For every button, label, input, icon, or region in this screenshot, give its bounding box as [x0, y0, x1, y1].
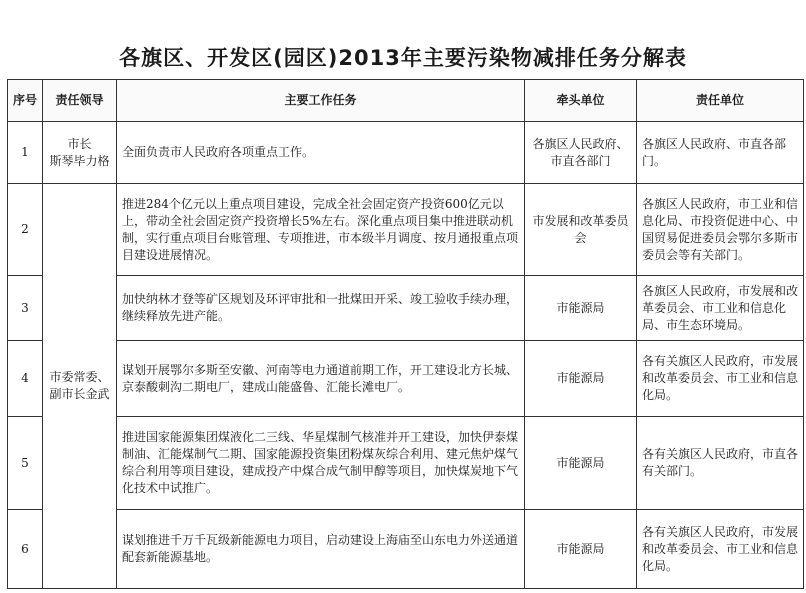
cell-seq: 2 [8, 184, 43, 276]
header-leader: 责任领导 [43, 80, 117, 122]
cell-resp-unit: 各旗区人民政府、市直各部门。 [637, 122, 804, 184]
cell-task: 推进国家能源集团煤液化二三线、华星煤制气核准并开工建设，加快伊泰煤制油、汇能煤制气二期、国家能源投资集团粉煤灰综合利用、建元焦炉煤气综合利用等项目建设，建成投产中煤合成气制甲醇等项目，加快煤炭地下气化技术中试推广。 [117, 417, 525, 510]
page-title: 各旗区、开发区(园区)2013年主要污染物减排任务分解表 [119, 46, 687, 70]
header-resp-unit: 责任单位 [637, 80, 804, 122]
cell-resp-unit: 各有关旗区人民政府，市发展和改革委员会、市工业和信息化局。 [637, 341, 804, 417]
cell-seq: 1 [8, 122, 43, 184]
cell-seq: 3 [8, 276, 43, 341]
cell-resp-unit: 各有关旗区人民政府，市发展和改革委员会、市工业和信息化局。 [637, 510, 804, 589]
cell-lead-unit: 各旗区人民政府、市直各部门 [525, 122, 637, 184]
cell-lead-unit: 市能源局 [525, 510, 637, 589]
cell-resp-unit: 各旗区人民政府，市发展和改革委员会、市工业和信息化局、市生态环境局。 [637, 276, 804, 341]
cell-task: 全面负责市人民政府各项重点工作。 [117, 122, 525, 184]
header-seq: 序号 [8, 80, 43, 122]
cell-seq: 6 [8, 510, 43, 589]
cell-task: 推进284个亿元以上重点项目建设，完成全社会固定资产投资600亿元以上，带动全社会固定资产投资增长5%左右。深化重点项目集中推进联动机制，实行重点项目台账管理、专项推进，市本级半月调度、按月通报重点项目建设进展情况。 [117, 184, 525, 276]
cell-resp-unit: 各有关旗区人民政府，市直各有关部门。 [637, 417, 804, 510]
table-row [8, 276, 804, 341]
header-task: 主要工作任务 [117, 80, 525, 122]
table-row [8, 510, 804, 589]
table-row [8, 184, 804, 276]
cell-leader: 市长 斯琴毕力格 [43, 122, 117, 184]
table-header-row [8, 80, 804, 122]
cell-task: 谋划开展鄂尔多斯至安徽、河南等电力通道前期工作，开工建设北方长城、京泰酸刺沟二期电厂，建成山能盛鲁、汇能长滩电厂。 [117, 341, 525, 417]
cell-lead-unit: 市能源局 [525, 276, 637, 341]
cell-lead-unit: 市能源局 [525, 417, 637, 510]
task-table [7, 79, 804, 589]
cell-seq: 4 [8, 341, 43, 417]
cell-seq: 5 [8, 417, 43, 510]
table-row [8, 341, 804, 417]
cell-lead-unit: 市能源局 [525, 341, 637, 417]
cell-lead-unit: 市发展和改革委员会 [525, 184, 637, 276]
header-lead-unit: 牵头单位 [525, 80, 637, 122]
table-row [8, 122, 804, 184]
cell-leader-merged: 市委常委、副市长金武 [43, 184, 117, 589]
table-row [8, 417, 804, 510]
cell-resp-unit: 各旗区人民政府，市工业和信息化局、市投资促进中心、中国贸易促进委员会鄂尔多斯市委员会等有关部门。 [637, 184, 804, 276]
cell-task: 加快纳林才登等矿区规划及环评审批和一批煤田开采、竣工验收手续办理，继续释放先进产能。 [117, 276, 525, 341]
cell-task: 谋划推进千万千瓦级新能源电力项目，启动建设上海庙至山东电力外送通道配套新能源基地。 [117, 510, 525, 589]
